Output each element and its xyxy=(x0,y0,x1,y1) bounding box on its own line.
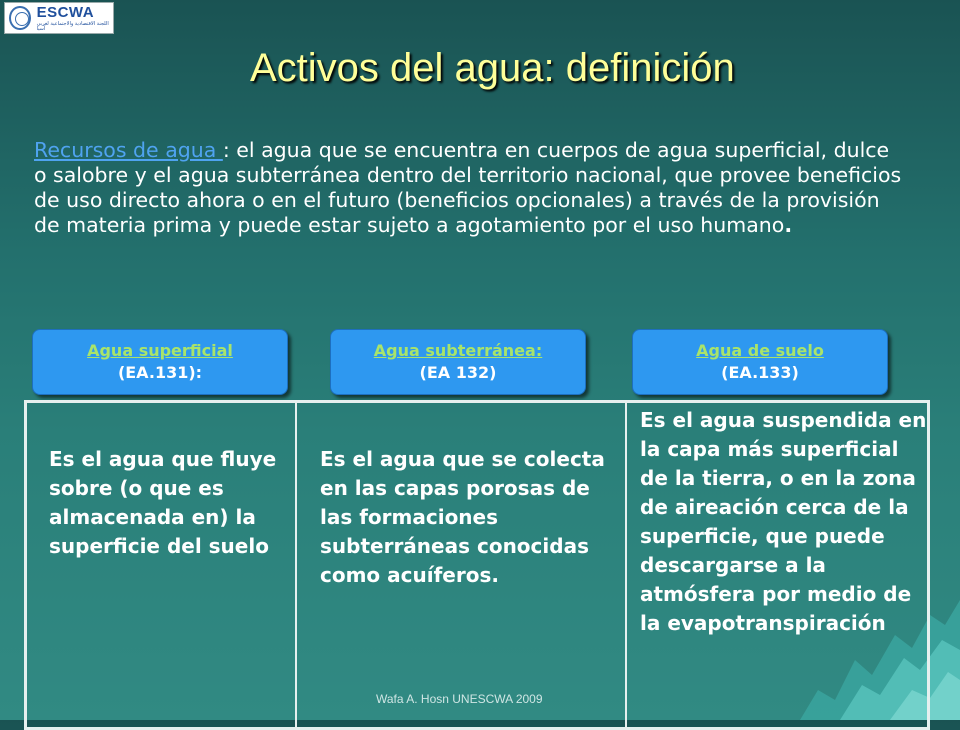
tab-code: (EA.131): xyxy=(117,363,203,382)
definition-body: el agua que se encuentra en cuerpos de agua superficial, dulce o salobre y el agua subterránea dentro del territorio nacional, que provee beneficios de uso directo ahora o en el futuro (beneficios opcionales) a través de la provisión de materia prima y puede estar sujeto a agotamiento por el uso humano xyxy=(34,138,902,237)
tab-code: (EA.133) xyxy=(721,363,799,382)
description-agua-de-suelo: Es el agua suspendida en la capa más superficial de la tierra, o en la zona de aireación cerca de la superficie, que puede descargarse a la atmósfera por medio de la evapotranspiración xyxy=(640,408,927,635)
description-agua-subterranea: Es el agua que se colecta en las capas porosas de las formaciones subterráneas conocidas como acuíferos. xyxy=(320,447,605,587)
definition-term-link[interactable]: Recursos de agua xyxy=(34,138,223,162)
footer-credit: Wafa A. Hosn UNESCWA 2009 xyxy=(376,692,543,706)
un-emblem-icon xyxy=(9,6,31,30)
logo-subtitle: اللجنة الاقتصادية والاجتماعية لغربي آسيا xyxy=(36,20,109,32)
definition-paragraph xyxy=(34,138,904,238)
tab-label-link[interactable]: Agua subterránea: xyxy=(373,341,543,360)
logo-name: ESCWA xyxy=(36,3,95,21)
definition-separator: : xyxy=(222,138,237,162)
definitions-table xyxy=(24,400,930,730)
definition-end: . xyxy=(784,213,793,237)
description-agua-superficial: Es el agua que fluye sobre (o que es almacenada en) la superficie del suelo xyxy=(49,447,277,558)
tab-code: (EA 132) xyxy=(419,363,497,382)
column-divider xyxy=(625,403,627,727)
tab-agua-de-suelo[interactable] xyxy=(632,329,888,395)
tab-label-link[interactable]: Agua superficial xyxy=(87,341,233,360)
tab-agua-subterranea[interactable] xyxy=(330,329,586,395)
tab-label-link[interactable]: Agua de suelo xyxy=(696,341,824,360)
slide-title: Activos del agua: definición xyxy=(250,46,735,90)
tab-agua-superficial[interactable] xyxy=(32,329,288,395)
column-divider xyxy=(295,403,297,727)
escwa-logo xyxy=(4,2,114,34)
